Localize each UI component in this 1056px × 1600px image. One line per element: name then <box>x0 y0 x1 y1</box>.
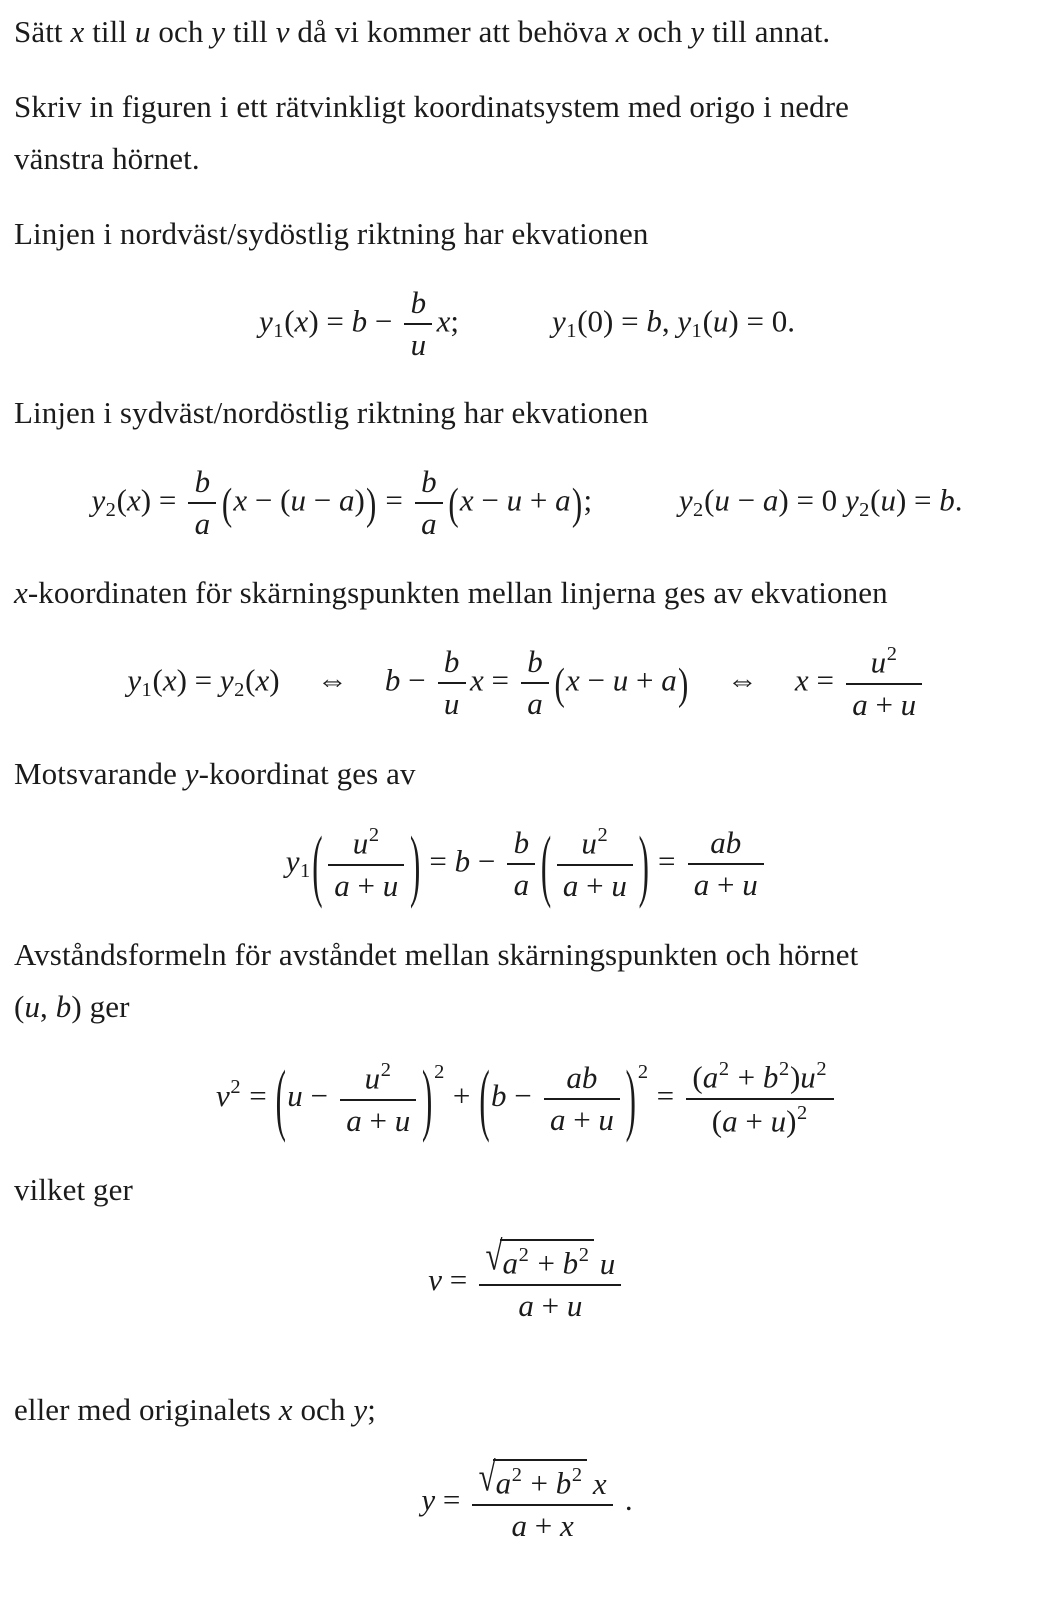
formula-y-solution <box>14 818 1040 910</box>
math-var: y <box>353 1392 368 1428</box>
math-var: u <box>612 662 629 698</box>
math-var: a <box>495 1465 512 1501</box>
fraction-numerator <box>521 642 549 682</box>
math-var: y <box>285 843 300 879</box>
math-fraction <box>688 823 764 906</box>
math-document <box>14 6 1040 1546</box>
math-var: x <box>566 662 580 698</box>
math-text: ( <box>284 303 295 339</box>
math-text: . <box>617 1481 633 1517</box>
fraction-denominator <box>404 323 432 365</box>
math-var: x <box>233 482 248 518</box>
math-text: ) = <box>895 482 940 518</box>
fraction-numerator <box>846 641 922 683</box>
math-text: ) ger <box>71 989 130 1025</box>
math-text: (0) = <box>577 303 647 339</box>
math-var: b <box>490 1077 507 1113</box>
math-text: − ( <box>247 482 291 518</box>
fraction-numerator <box>404 283 432 323</box>
math-var: u <box>599 1245 616 1281</box>
math-text: . <box>954 482 963 518</box>
math-text: + <box>361 1102 395 1138</box>
math-var: y <box>211 14 226 49</box>
math-paren: ( <box>448 477 459 529</box>
math-fraction <box>188 462 216 545</box>
math-text: + <box>526 1507 560 1543</box>
math-var: ab <box>710 825 742 861</box>
math-text: − <box>400 662 434 698</box>
paragraph-y-coordinate <box>14 748 1040 801</box>
paragraph-substitution-note <box>14 6 1040 59</box>
math-var: a <box>555 482 571 518</box>
math-var: a <box>518 1287 534 1323</box>
math-text: ) = <box>308 303 352 339</box>
math-text: − <box>470 843 504 879</box>
math-superscript: 2 <box>597 824 608 847</box>
math-text: ) = 0. <box>728 303 795 339</box>
math-text: ⇔ <box>726 662 758 698</box>
math-var: a <box>511 1507 527 1543</box>
math-var: u <box>290 482 306 518</box>
math-text: ) <box>354 482 365 518</box>
math-text: Avståndsformeln för avståndet mellan skärningspunkten och hörnet <box>14 936 859 972</box>
math-subscript: 1 <box>299 860 311 883</box>
math-fraction <box>846 641 922 725</box>
math-var: u <box>800 1059 816 1095</box>
math-superscript: 2 <box>511 1463 522 1486</box>
math-text: + <box>729 1059 763 1095</box>
math-var: a <box>346 1102 362 1138</box>
formula-y1-definition <box>14 283 1040 366</box>
math-var: u <box>900 687 917 723</box>
math-superscript: 2 <box>797 1101 808 1124</box>
math-var: u <box>364 1060 381 1096</box>
math-var: x <box>469 662 484 698</box>
math-text: + <box>628 662 662 698</box>
math-var: a <box>527 686 543 722</box>
fraction-denominator <box>438 682 466 724</box>
math-text: Motsvarande <box>14 755 185 791</box>
math-var: u <box>566 1287 583 1323</box>
math-var: u <box>382 868 399 904</box>
math-var: a <box>562 868 579 904</box>
math-var: b <box>555 1465 572 1501</box>
math-var: b <box>527 644 543 680</box>
math-subscript: 2 <box>105 499 116 522</box>
math-var: x <box>592 1465 607 1501</box>
math-var: y <box>259 303 273 339</box>
math-var: a <box>693 867 710 903</box>
math-superscript: 2 <box>380 1058 391 1081</box>
math-var: x <box>615 14 630 49</box>
math-superscript: 2 <box>434 1061 445 1084</box>
math-var: u <box>880 482 896 518</box>
math-text: + <box>445 1077 479 1113</box>
math-var: u <box>352 825 369 861</box>
math-superscript: 2 <box>230 1076 241 1099</box>
math-var: u <box>611 868 627 904</box>
paragraph-original-xy <box>14 1384 1040 1437</box>
math-superscript: 2 <box>368 824 380 847</box>
formula-y2-definition <box>14 462 1040 545</box>
formula-v-squared <box>14 1052 1040 1144</box>
math-paren: ) <box>677 657 689 709</box>
math-text: = <box>377 482 411 518</box>
math-var: y <box>677 303 692 339</box>
math-subscript: 1 <box>691 319 702 342</box>
math-var: v <box>275 14 290 49</box>
radical-body <box>500 1239 593 1284</box>
math-superscript: 2 <box>886 643 897 666</box>
math-var: x <box>436 303 451 339</box>
math-text: ) = <box>176 662 220 698</box>
math-var: y <box>219 662 234 698</box>
math-text: = <box>442 1261 476 1297</box>
math-text: Sätt <box>14 14 71 49</box>
math-text: ) <box>269 662 280 698</box>
math-text: , <box>661 303 678 339</box>
math-text: + <box>578 868 612 904</box>
math-text: ( <box>14 989 25 1025</box>
fraction-numerator <box>328 822 404 864</box>
math-paren: ( <box>479 1052 490 1144</box>
math-var: y <box>421 1481 436 1517</box>
math-text: ; <box>583 482 593 518</box>
math-var: y <box>552 303 566 339</box>
math-var: b <box>194 464 211 500</box>
math-subscript: 1 <box>141 679 152 702</box>
math-text: Linjen i nordväst/sydöstlig riktning har ekvationen <box>14 216 649 252</box>
fraction-denominator <box>557 864 633 906</box>
math-var: b <box>443 644 460 680</box>
math-paren: ( <box>275 1052 286 1144</box>
math-paren: ( <box>554 657 565 709</box>
math-text: eller med originalets <box>14 1392 279 1428</box>
math-text: − <box>729 482 763 518</box>
math-text: − <box>302 1077 336 1113</box>
math-var: b <box>410 284 427 320</box>
math-text: ) = <box>140 482 185 518</box>
math-text: Skriv in figuren i ett rätvinkligt koordinatsystem med origo i nedre <box>14 88 850 124</box>
math-text: till <box>225 14 276 49</box>
fraction-denominator <box>472 1504 612 1546</box>
math-var: a <box>338 482 355 518</box>
fraction-numerator <box>544 1058 620 1098</box>
math-text: ) = 0 <box>778 482 845 518</box>
fraction-numerator <box>438 642 466 682</box>
math-text: = <box>241 1077 275 1113</box>
fraction-denominator <box>507 863 535 905</box>
math-paren: ) <box>638 818 649 910</box>
math-text: till <box>84 14 135 49</box>
math-var: u <box>581 825 597 861</box>
paragraph-line-nw-se <box>14 208 1040 261</box>
math-text: + <box>709 867 743 903</box>
math-var: a <box>502 1245 519 1281</box>
math-superscript: 2 <box>578 1243 589 1266</box>
math-text: − <box>579 662 613 698</box>
math-fraction <box>415 462 443 545</box>
math-text: = <box>650 843 684 879</box>
math-subscript: 2 <box>859 499 870 522</box>
math-fraction <box>472 1453 612 1547</box>
math-var: a <box>334 868 350 904</box>
math-var: x <box>559 1507 574 1543</box>
math-var: u <box>410 327 427 363</box>
math-text: = <box>421 843 455 879</box>
math-fraction <box>507 823 535 906</box>
paragraph-coordinate-system <box>14 81 1040 186</box>
radical-sign-icon: √ <box>485 1233 503 1280</box>
math-text: och <box>150 14 212 49</box>
math-var: u <box>134 14 151 49</box>
math-text: ( <box>702 303 713 339</box>
math-text: Linjen i sydväst/nordöstlig riktning har ekvationen <box>14 395 649 431</box>
fraction-denominator <box>479 1284 621 1326</box>
math-text: = <box>435 1481 469 1517</box>
math-text: − <box>305 482 339 518</box>
math-var: u <box>714 482 730 518</box>
math-var: a <box>661 662 677 698</box>
radical-body <box>493 1459 586 1504</box>
math-var: x <box>127 482 141 518</box>
math-var: a <box>762 482 779 518</box>
math-var: b <box>513 825 530 861</box>
math-var: b <box>939 482 955 518</box>
fraction-denominator <box>521 682 549 724</box>
math-var: a <box>702 1059 719 1095</box>
paragraph-x-intersection <box>14 567 1040 620</box>
math-var: ab <box>566 1059 598 1095</box>
math-var: a <box>513 867 530 903</box>
math-var: a <box>194 506 211 542</box>
math-sqrt <box>478 1453 587 1504</box>
math-superscript: 2 <box>571 1463 583 1486</box>
fraction-numerator <box>340 1057 416 1099</box>
paragraph-distance-formula <box>14 929 1040 1034</box>
fraction-numerator <box>507 823 535 863</box>
math-var: y <box>678 482 693 518</box>
math-var: x <box>294 303 309 339</box>
math-text: + <box>349 868 383 904</box>
formula-y-original <box>14 1453 1040 1547</box>
math-text: = <box>808 662 842 698</box>
math-subscript: 2 <box>234 679 245 702</box>
math-paren: ) <box>366 477 377 529</box>
math-var: b <box>646 303 662 339</box>
math-text: + <box>533 1287 567 1323</box>
math-var: y <box>844 482 859 518</box>
math-var: u <box>287 1077 303 1113</box>
math-var: y <box>91 482 106 518</box>
math-text: + <box>529 1245 563 1281</box>
math-text: vilket ger <box>14 1171 133 1207</box>
math-var: x <box>14 574 28 610</box>
math-var: a <box>549 1101 566 1137</box>
math-subscript: 2 <box>693 499 704 522</box>
math-text: = <box>483 662 517 698</box>
math-var: a <box>852 687 868 723</box>
math-var: b <box>55 989 72 1025</box>
math-text: + <box>522 1465 556 1501</box>
math-fraction <box>404 283 432 366</box>
math-var: b <box>562 1245 579 1281</box>
math-var: u <box>24 989 41 1025</box>
math-var: x <box>255 662 270 698</box>
math-text: ( <box>152 662 163 698</box>
math-var: b <box>421 464 437 500</box>
math-fraction <box>686 1056 833 1142</box>
math-var: u <box>712 303 729 339</box>
math-text: vänstra hörnet. <box>14 141 200 177</box>
math-fraction <box>544 1058 620 1141</box>
fraction-denominator <box>328 864 404 906</box>
math-var: y <box>690 14 705 49</box>
math-var: u <box>870 644 887 680</box>
math-text: − <box>473 482 507 518</box>
math-text: ( <box>870 482 881 518</box>
math-var: u <box>443 686 460 722</box>
fraction-numerator <box>557 822 633 864</box>
math-paren: ( <box>540 818 552 910</box>
math-text: -koordinat ges av <box>198 755 416 791</box>
math-text: ; <box>450 303 460 339</box>
math-text: ( <box>245 662 256 698</box>
math-var: v <box>216 1077 230 1113</box>
math-text: − <box>367 303 401 339</box>
math-paren: ( <box>312 818 323 910</box>
fraction-denominator <box>688 863 764 905</box>
math-text: ) <box>789 1059 801 1095</box>
math-superscript: 2 <box>778 1057 790 1080</box>
fraction-denominator <box>415 502 443 544</box>
math-paren: ) <box>421 1052 433 1144</box>
math-text: + <box>522 482 556 518</box>
math-fraction <box>438 642 466 725</box>
math-text: då vi kommer att behöva <box>289 14 616 49</box>
formula-x-solution <box>14 641 1040 725</box>
math-var: b <box>454 843 471 879</box>
fraction-numerator <box>472 1453 612 1504</box>
math-var: u <box>742 867 758 903</box>
fraction-denominator <box>188 502 216 544</box>
math-paren: ) <box>571 477 583 529</box>
math-fraction <box>340 1057 416 1141</box>
fraction-numerator <box>688 823 764 863</box>
math-var: v <box>428 1261 443 1297</box>
math-text: ⇔ <box>316 662 348 698</box>
math-text: -koordinaten för skärningspunkten mellan linjerna ges av ekvationen <box>27 574 888 610</box>
math-superscript: 2 <box>816 1057 827 1080</box>
math-superscript: 2 <box>637 1061 649 1084</box>
math-paren: ( <box>221 477 233 529</box>
math-superscript: 2 <box>718 1057 730 1080</box>
math-var: a <box>421 506 437 542</box>
math-fraction <box>521 642 549 725</box>
math-text: ; <box>367 1392 376 1428</box>
paragraph-vilket-ger <box>14 1164 1040 1217</box>
math-sqrt <box>485 1233 594 1284</box>
fraction-denominator <box>686 1098 833 1142</box>
fraction-numerator <box>686 1056 833 1098</box>
math-text: till annat. <box>704 14 831 49</box>
math-var: y <box>184 755 199 791</box>
math-var: u <box>770 1103 787 1139</box>
math-var: b <box>351 303 368 339</box>
math-var: x <box>162 662 177 698</box>
math-var: b <box>762 1059 779 1095</box>
math-var: x <box>459 482 474 518</box>
fraction-numerator <box>479 1233 621 1284</box>
math-var: b <box>384 662 401 698</box>
math-text: = <box>648 1077 682 1113</box>
fraction-denominator <box>544 1098 620 1140</box>
math-text: + <box>867 687 901 723</box>
math-text: + <box>565 1101 599 1137</box>
math-text: ) <box>786 1103 797 1139</box>
math-var: y <box>127 662 142 698</box>
fraction-numerator <box>415 462 443 502</box>
math-text: ( <box>116 482 127 518</box>
formula-v <box>14 1233 1040 1327</box>
fraction-denominator <box>340 1099 416 1141</box>
math-text: + <box>737 1103 771 1139</box>
fraction-numerator <box>188 462 216 502</box>
math-var: u <box>598 1101 614 1137</box>
math-superscript: 2 <box>518 1243 529 1266</box>
math-text: och <box>292 1392 354 1428</box>
math-var: x <box>70 14 85 49</box>
math-subscript: 1 <box>566 319 577 342</box>
math-text: − <box>506 1077 540 1113</box>
math-var: a <box>722 1103 738 1139</box>
math-fraction <box>479 1233 621 1327</box>
math-subscript: 1 <box>273 319 284 342</box>
math-text: ( <box>711 1103 723 1139</box>
math-text: och <box>629 14 691 49</box>
math-paren: ) <box>625 1052 636 1144</box>
math-paren: ) <box>410 818 421 910</box>
math-fraction <box>328 822 404 906</box>
math-var: x <box>278 1392 293 1428</box>
math-text: , <box>40 989 56 1025</box>
radical-sign-icon: √ <box>478 1453 496 1500</box>
paragraph-line-sw-ne <box>14 387 1040 440</box>
math-var: u <box>506 482 523 518</box>
fraction-denominator <box>846 683 922 725</box>
math-fraction <box>557 822 633 906</box>
math-var: u <box>394 1102 411 1138</box>
math-text: ( <box>704 482 715 518</box>
math-text: ( <box>692 1059 703 1095</box>
math-var: x <box>794 662 809 698</box>
